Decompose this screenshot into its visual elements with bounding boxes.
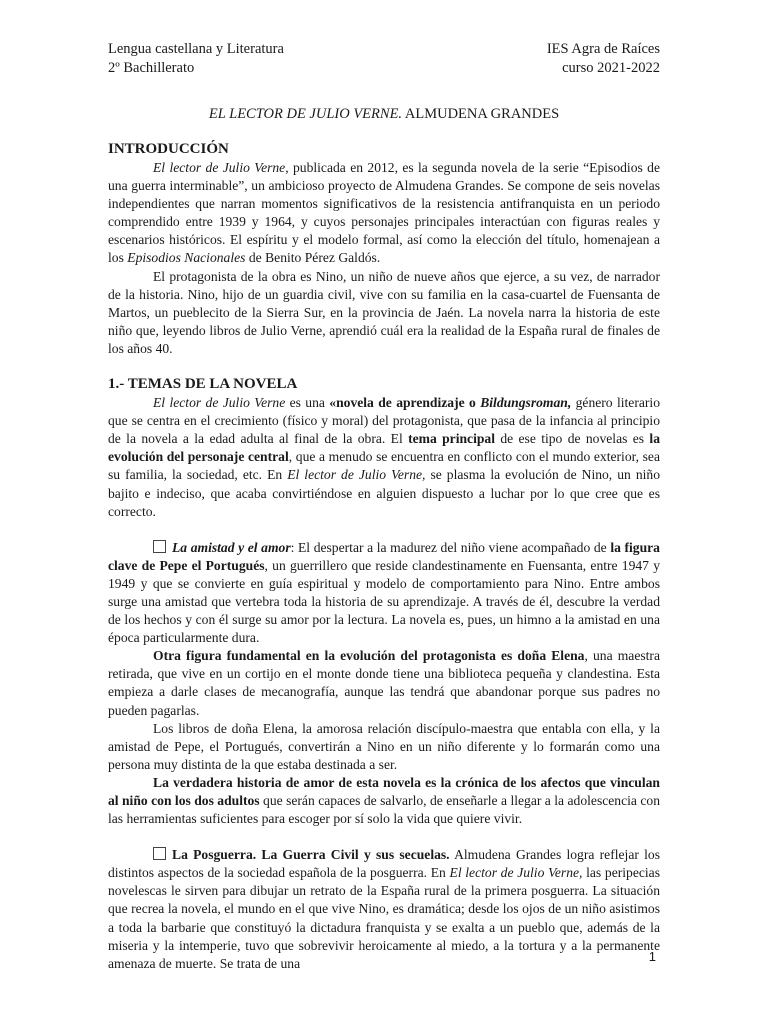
document-title <box>108 106 660 123</box>
title-italic: EL LECTOR DE JULIO VERNE. <box>208 106 403 122</box>
text-run: La Posguerra. La Guerra Civil y sus secuelas. <box>172 847 450 863</box>
intro-heading: INTRODUCCIÓN <box>108 141 229 157</box>
verdadera-paragraph <box>108 774 660 828</box>
text-run: es una <box>285 395 330 411</box>
course-line: 2º Bachillerato <box>108 60 195 76</box>
year-line: curso 2021-2022 <box>562 60 660 76</box>
subject-line: Lengua castellana y Literatura <box>108 41 284 57</box>
amistad-paragraph <box>108 539 660 648</box>
text-run: , un guerrillero que reside clandestinamente en Fuensanta, entre 1947 y 1949 y que se convierte en guía espiritual y modelo de comportamiento para Nino. Entre ambos surge una amistad que vertebra toda la historia de su aprendizaje. A través de él, descubre la verdad de los hechos y con él surge su amor por la lectura. La novela es, pues, un himno a la amistad en una época particularmente dura. <box>108 557 660 646</box>
text-run: El lector de Julio Verne <box>153 395 286 411</box>
posguerra-paragraph <box>108 846 660 973</box>
bullet-icon <box>153 540 166 553</box>
bullet-icon <box>153 847 166 860</box>
posguerra-text <box>108 847 660 971</box>
text-run: La amistad y el amor <box>172 539 291 555</box>
text-run: Los libros de doña Elena, la amorosa relación discípulo-maestra que entabla con ella, y la amistad de Pepe, el Portugués, convertirán a Nino en un niño diferente y lo formarán como una persona muy distinta de la que estaba destinada a ser. <box>108 720 660 772</box>
elena-paragraph <box>108 647 660 719</box>
text-run: , una maestra retirada, que vive en un cortijo en el monte donde tiene una biblioteca pequeña y clandestina. Esta empieza a darle clases de mecanografía, aunque las tendrá que abandonar porque sus padres no pueden pagarlas. <box>108 648 660 718</box>
text-run: Episodios Nacionales <box>127 250 246 266</box>
text-run: , que a menudo se encuentra en conflicto con el mundo exterior, sea su familia, la sociedad, etc. En <box>108 449 660 483</box>
header-right <box>547 40 660 78</box>
text-run: La verdadera historia de amor de esta novela es la crónica de los afectos que vinculan al niño con los dos adultos <box>108 774 660 808</box>
document-page <box>108 40 660 973</box>
text-run: la figura clave de Pepe el Portugués <box>108 539 660 573</box>
text-run: El lector de Julio Verne, <box>287 467 426 483</box>
text-run: : El despertar a la madurez del niño viene acompañado de <box>290 539 611 555</box>
title-author: ALMUDENA GRANDES <box>402 106 560 122</box>
text-run: El protagonista de la obra es Nino, un niño de nueve años que ejerce, a su vez, de narrador de la historia. Nino, hijo de un guardia civil, vive con su familia en la casa-cuartel de Fuensanta de Martos, un pueblecito de la Sierra Sur, en la provincia de Jaén. La novela narra la historia de este niño que, leyendo libros de Julio Verne, aprendió cuál era la realidad de la España rural de finales de los años 40. <box>108 268 660 356</box>
text-run: Bildungsroman, <box>480 395 572 411</box>
text-run: Almudena Grandes logra reflejar los distintos aspectos de la sociedad española de la posguerra. En <box>108 847 660 881</box>
intro-paragraph-2 <box>108 268 660 358</box>
text-run: la evolución del personaje central <box>108 431 660 465</box>
school-line: IES Agra de Raíces <box>546 41 660 57</box>
text-run: que serán capaces de salvarlo, de enseñarle a llegar a la adolescencia con las herramientas suficientes para escoger por sí solo la vida que quiere vivir. <box>108 793 660 827</box>
text-run: «novela de aprendizaje o <box>329 395 481 411</box>
header-left <box>108 40 284 78</box>
text-run: de Benito Pérez Galdós. <box>245 250 381 266</box>
page-header <box>108 40 660 78</box>
text-run: género literario que se centra en el crecimiento (físico y moral) del protagonista, que pasa de la infancia al principio de la novela a la edad adulta al final de la obra. El <box>108 395 660 447</box>
temas-heading: 1.- TEMAS DE LA NOVELA <box>108 376 298 393</box>
text-run: , publicada en 2012, es la segunda novela de la serie “Episodios de una guerra interminable”, un ambicioso proyecto de Almudena Grandes. Se compone de seis novelas independientes que narran momentos significativos de la resistencia antifranquista en un periodo comprendido entre 1939 y 1964, y cuyos personajes principales interactúan con figuras reales y escenarios históricos. El espíritu y el modelo formal, así como la elección del título, homenajean a los <box>108 160 660 266</box>
text-run: se plasma la evolución de Nino, un niño bajito e indeciso, que acaba convirtiéndose en alguien dispuesto a luchar por lo que cree que es correcto. <box>108 467 661 519</box>
text-run: El lector de Julio Verne <box>153 160 286 175</box>
amistad-text <box>108 540 660 645</box>
text-run: Otra figura fundamental en la evolución del protagonista es doña Elena <box>153 648 585 664</box>
text-run: de ese tipo de novelas es <box>494 431 650 447</box>
text-run: El lector de Julio Verne, <box>449 865 583 881</box>
temas-paragraph-1 <box>108 394 660 521</box>
text-run: las peripecias novelescas le sirven para dibujar un retrato de la España rural de la primera posguerra. La situación que recrea la novela, el mundo en el que vive Nino, es dramática; desde los ojos de un niño asistimos a toda la barbarie que constituyó la dictadura franquista y se exalta a un pueblo que, además de la miseria y la intemperie, tuvo que sobrevivir heroicamente al miedo, a la tortura y a la permanente amenaza de muerte. Se trata de una <box>108 865 660 971</box>
libros-paragraph <box>108 720 660 774</box>
intro-paragraph-1 <box>108 159 660 268</box>
page-number: 1 <box>648 949 656 964</box>
text-run: tema principal <box>408 431 495 447</box>
